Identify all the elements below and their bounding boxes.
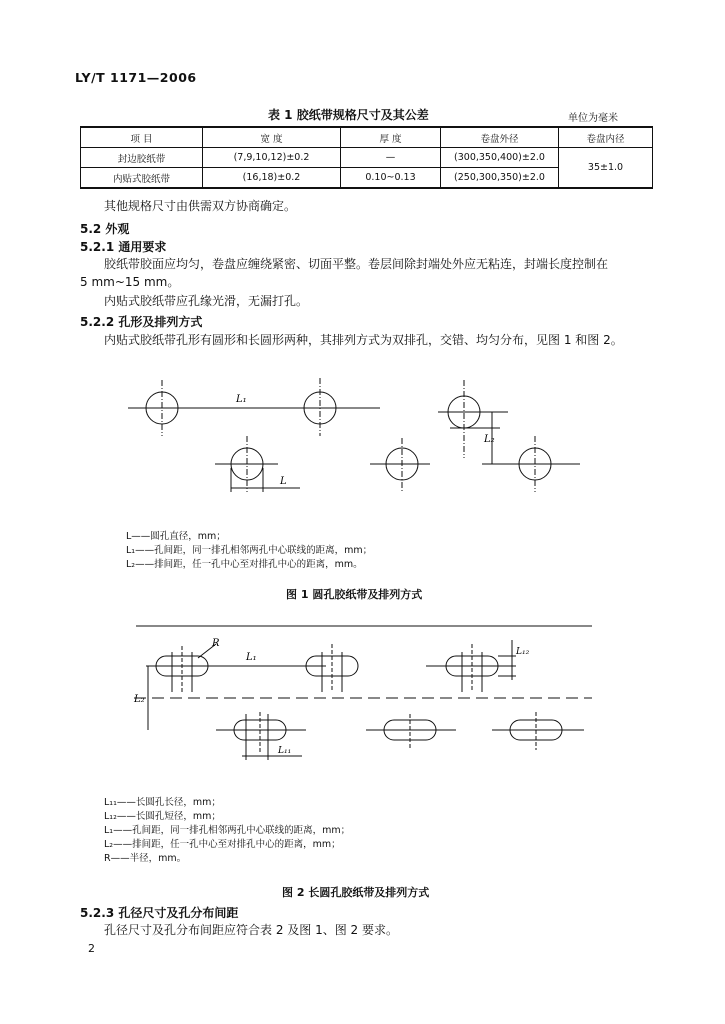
cell-outer: (300,350,400)±2.0 xyxy=(441,148,559,168)
label-l2: L₂ xyxy=(134,694,145,705)
col-header-outer: 卷盘外径 xyxy=(441,127,559,148)
table1-unit: 单位为毫米 xyxy=(568,113,618,124)
col-header-thickness: 厚 度 xyxy=(341,127,441,148)
cell-thickness: — xyxy=(341,148,441,168)
legend-line: L₂——排间距，任一孔中心至对排孔中心的距离，mm； xyxy=(104,839,341,850)
para-general-1: 胶纸带胶面应均匀，卷盘应缠绕紧密、切面平整。卷层间除封端处外应无粘连，封端长度控制在 xyxy=(104,257,609,271)
page-number: 2 xyxy=(88,942,95,955)
figure1-caption: 图 1 圆孔胶纸带及排列方式 xyxy=(286,588,423,601)
section-5-2-3: 5.2.3 孔径尺寸及孔分布间距 xyxy=(80,906,239,920)
cell-thickness: 0.10~0.13 xyxy=(341,168,441,189)
col-header-width: 宽 度 xyxy=(203,127,341,148)
table-row xyxy=(81,148,653,168)
label-l1: L₁ xyxy=(246,652,257,663)
cell-width: (16,18)±0.2 xyxy=(203,168,341,189)
label-l11: L₁₁ xyxy=(278,746,292,756)
col-header-inner: 卷盘内径 xyxy=(559,127,653,148)
cell-item: 封边胶纸带 xyxy=(81,148,203,168)
legend-line: L₂——排间距，任一孔中心至对排孔中心的距离，mm。 xyxy=(126,559,363,570)
figure1-diagram xyxy=(120,368,580,508)
section-5-2-1: 5.2.1 通用要求 xyxy=(80,240,167,254)
para-hole-shape: 内贴式胶纸带孔形有圆形和长圆形两种，其排列方式为双排孔，交错、均匀分布，见图 1 和图 2。 xyxy=(104,333,623,347)
legend-line: L₁₂——长圆孔短径，mm； xyxy=(104,811,221,822)
figure1-legend xyxy=(126,530,372,572)
col-header-item: 项 目 xyxy=(81,127,203,148)
cell-width: (7,9,10,12)±0.2 xyxy=(203,148,341,168)
table1-caption: 表 1 胶纸带规格尺寸及其公差 xyxy=(268,108,429,122)
legend-line: L——圆孔直径，mm； xyxy=(126,531,226,542)
label-l2: L₂ xyxy=(484,434,495,445)
legend-line: L₁——孔间距，同一排孔相邻两孔中心联线的距离，mm； xyxy=(104,825,351,836)
spec-table xyxy=(80,126,653,189)
cell-inner-merged: 35±1.0 xyxy=(559,148,653,189)
figure2-caption: 图 2 长圆孔胶纸带及排列方式 xyxy=(282,886,430,899)
legend-line: R——半径，mm。 xyxy=(104,853,187,864)
legend-line: L₁——孔间距，同一排孔相邻两孔中心联线的距离，mm； xyxy=(126,545,373,556)
cell-outer: (250,300,350)±2.0 xyxy=(441,168,559,189)
section-5-2: 5.2 外观 xyxy=(80,222,130,236)
legend-line: L₁₁——长圆孔长径，mm； xyxy=(104,797,221,808)
label-l1: L₁ xyxy=(236,394,247,405)
cell-item: 内贴式胶纸带 xyxy=(81,168,203,189)
para-hole-edge: 内贴式胶纸带应孔缘光滑，无漏打孔。 xyxy=(104,294,309,308)
figure2-diagram xyxy=(126,618,606,788)
figure2-legend xyxy=(104,796,350,866)
para-general-2: 5 mm~15 mm。 xyxy=(80,275,180,289)
other-specs-note: 其他规格尺寸由供需双方协商确定。 xyxy=(104,199,297,213)
standard-code: LY/T 1171—2006 xyxy=(75,70,197,85)
para-hole-size: 孔径尺寸及孔分布间距应符合表 2 及图 1、图 2 要求。 xyxy=(104,923,398,937)
label-r: R xyxy=(212,638,220,649)
table-header-row xyxy=(81,127,653,148)
label-l: L xyxy=(280,476,287,487)
section-5-2-2: 5.2.2 孔形及排列方式 xyxy=(80,315,203,329)
label-l12: L₁₂ xyxy=(516,647,530,657)
